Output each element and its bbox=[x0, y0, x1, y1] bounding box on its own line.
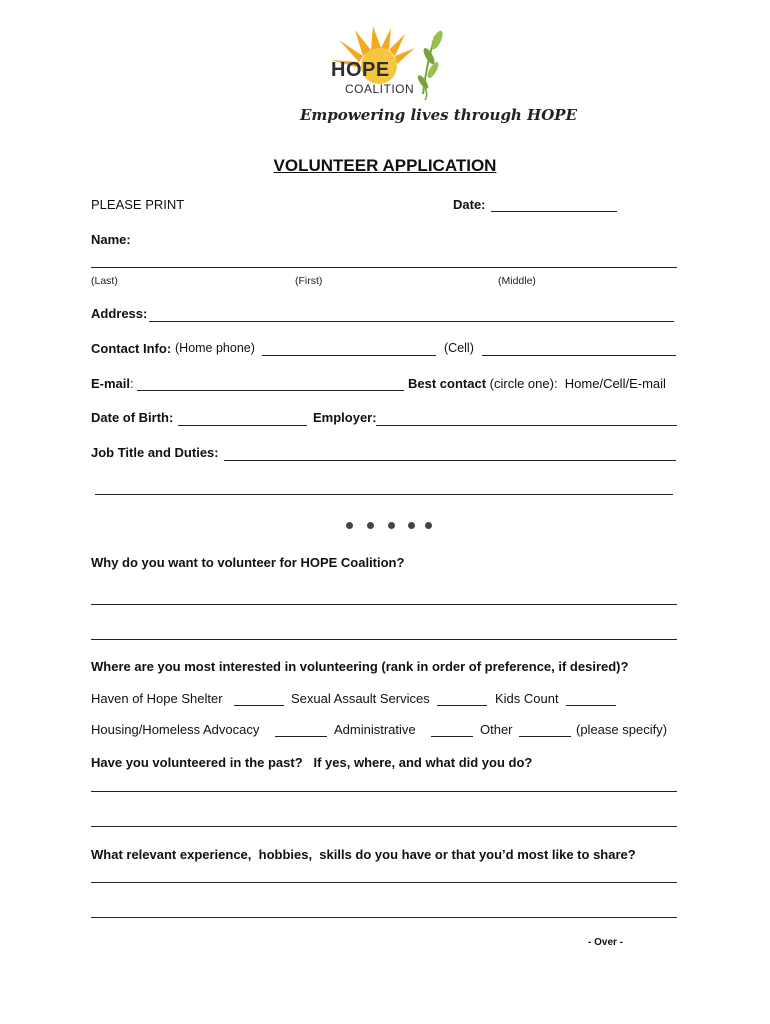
job-title-field-2[interactable] bbox=[95, 494, 673, 495]
name-first-label: (First) bbox=[295, 275, 323, 287]
cell-label: (Cell) bbox=[444, 341, 474, 355]
page-title: VOLUNTEER APPLICATION bbox=[273, 156, 497, 175]
divider-dot bbox=[367, 522, 374, 529]
divider-dot bbox=[408, 522, 415, 529]
answer-line-q1-2[interactable] bbox=[91, 639, 677, 640]
divider-dot bbox=[425, 522, 432, 529]
best-contact-options: (circle one): Home/Cell/E-mail bbox=[486, 376, 666, 391]
option-admin-rank[interactable] bbox=[431, 736, 473, 737]
option-haven-label: Haven of Hope Shelter bbox=[91, 691, 223, 706]
best-contact-label: Best contact bbox=[408, 376, 487, 391]
email-colon: : bbox=[130, 376, 134, 391]
option-housing-label: Housing/Homeless Advocacy bbox=[91, 722, 260, 737]
home-phone-field[interactable] bbox=[262, 355, 436, 356]
name-middle-label: (Middle) bbox=[498, 275, 536, 287]
address-label: Address: bbox=[91, 306, 148, 321]
option-admin-label: Administrative bbox=[334, 722, 416, 737]
answer-line-q4-1[interactable] bbox=[91, 882, 677, 883]
employer-label: Employer: bbox=[313, 410, 377, 425]
email-label: E-mail bbox=[91, 376, 131, 391]
question-past-volunteering: Have you volunteered in the past? If yes, where, and what did you do? bbox=[91, 755, 533, 770]
answer-line-q4-2[interactable] bbox=[91, 917, 677, 918]
logo-hope-text: HOPE bbox=[331, 59, 390, 81]
question-why-volunteer: Why do you want to volunteer for HOPE Coalition? bbox=[91, 555, 405, 570]
best-contact-row bbox=[408, 376, 666, 391]
divider-dot bbox=[388, 522, 395, 529]
address-field[interactable] bbox=[149, 321, 674, 322]
divider-dot bbox=[346, 522, 353, 529]
dob-field[interactable] bbox=[178, 425, 307, 426]
dob-label: Date of Birth: bbox=[91, 410, 174, 425]
option-sexual-rank[interactable] bbox=[437, 705, 487, 706]
option-haven-rank[interactable] bbox=[234, 705, 284, 706]
answer-line-q3-2[interactable] bbox=[91, 826, 677, 827]
answer-line-q3-1[interactable] bbox=[91, 791, 677, 792]
answer-line-q1-1[interactable] bbox=[91, 604, 677, 605]
contact-info-label: Contact Info: bbox=[91, 341, 172, 356]
home-phone-label: (Home phone) bbox=[175, 341, 255, 355]
job-title-field[interactable] bbox=[224, 460, 676, 461]
email-label-row bbox=[91, 376, 134, 391]
option-sexual-label: Sexual Assault Services bbox=[291, 691, 430, 706]
option-other-label: Other bbox=[480, 722, 513, 737]
option-specify-label: (please specify) bbox=[576, 722, 668, 737]
cell-phone-field[interactable] bbox=[482, 355, 676, 356]
job-title-label: Job Title and Duties: bbox=[91, 445, 219, 460]
logo-coalition-text: COALITION bbox=[345, 82, 415, 96]
name-field[interactable] bbox=[91, 267, 677, 268]
hope-coalition-logo bbox=[325, 26, 455, 104]
date-label: Date: bbox=[453, 197, 486, 212]
please-print-label: PLEASE PRINT bbox=[91, 197, 185, 212]
option-kids-rank[interactable] bbox=[566, 705, 616, 706]
employer-field[interactable] bbox=[376, 425, 677, 426]
date-field[interactable] bbox=[491, 211, 617, 212]
name-label: Name: bbox=[91, 232, 131, 247]
email-field[interactable] bbox=[137, 390, 404, 391]
question-experience-skills: What relevant experience, hobbies, skills do you have or that you’d most like to share? bbox=[91, 847, 636, 862]
logo-tagline: Empowering lives through HOPE bbox=[300, 106, 578, 124]
question-interest-area: Where are you most interested in volunteering (rank in order of preference, if desired)? bbox=[91, 659, 629, 674]
name-last-label: (Last) bbox=[91, 275, 118, 287]
option-kids-label: Kids Count bbox=[495, 691, 559, 706]
option-other-rank[interactable] bbox=[519, 736, 571, 737]
option-housing-rank[interactable] bbox=[275, 736, 327, 737]
over-footer: - Over - bbox=[588, 937, 624, 948]
